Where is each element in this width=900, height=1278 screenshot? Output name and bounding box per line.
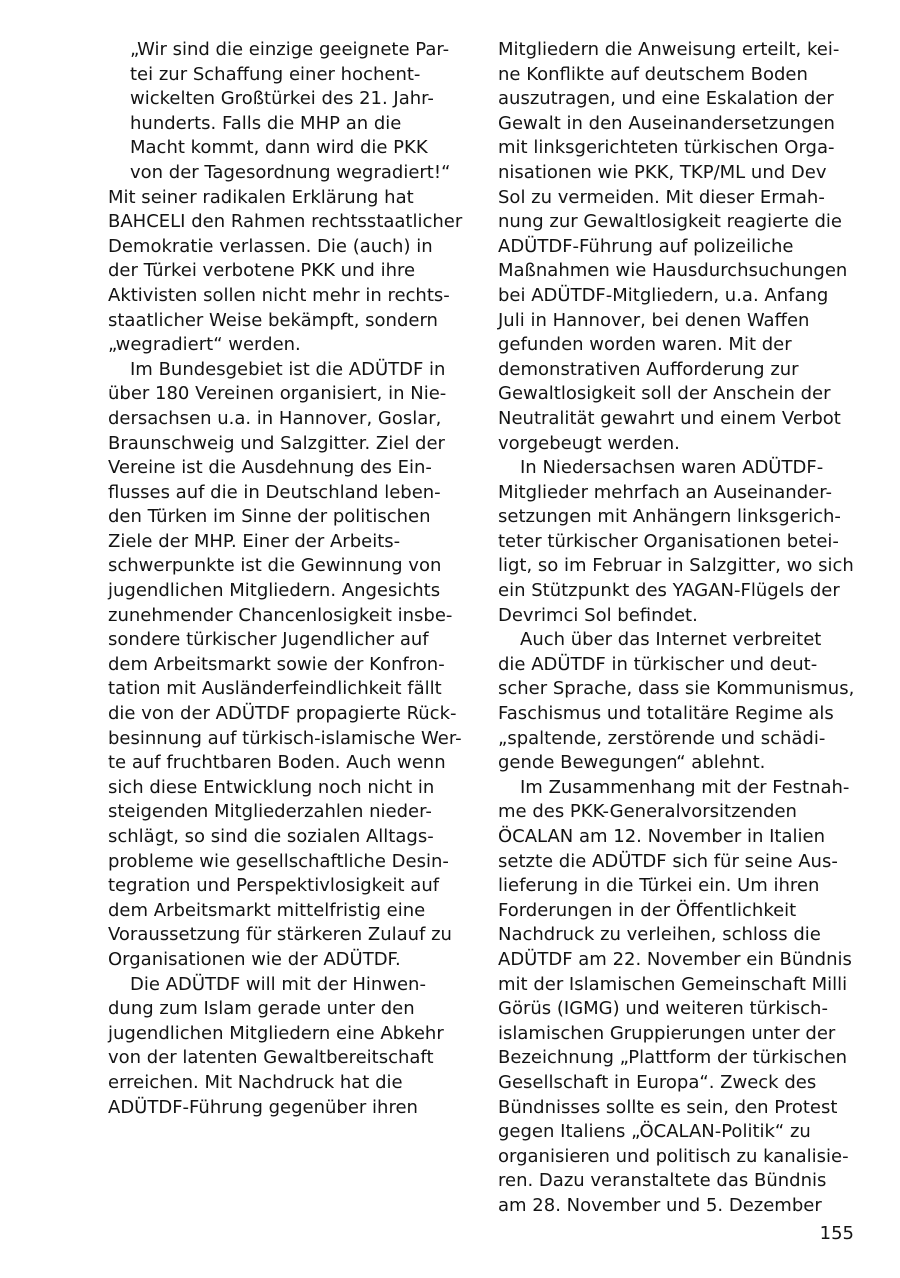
text-line: Gesellschaft in Europa“. Zweck des [498,1071,817,1093]
text-line: Vereine ist die Ausdehnung des Ein- [108,457,432,479]
text-line: Devrimci Sol befindet. [498,604,698,626]
text-line: ren. Dazu veranstaltete das Bündnis [498,1170,827,1192]
text-line: setzungen mit Anhängern linksgerich- [498,506,841,528]
text-line: über 180 Vereinen organisiert, in Nie- [108,383,447,405]
text-line: ADÜTDF-Führung gegenüber ihren [108,1096,418,1118]
text-line: In Niedersachsen waren ADÜTDF- [520,457,824,479]
text-line: lieferung in die Türkei ein. Um ihren [498,875,820,897]
text-line: Die ADÜTDF will mit der Hinwen- [130,973,426,995]
text-line: Faschismus und totalitäre Regime als [498,703,834,725]
text-line: dersachsen u.a. in Hannover, Goslar, [108,407,442,429]
text-line: Auch über das Internet verbreitet [520,629,822,651]
text-line: „spaltende, zerstörende und schädi- [498,727,826,749]
block-quote [108,38,460,186]
text-line: Gewalt in den Auseinandersetzungen [498,112,835,134]
text-line: auszutragen, und eine Eskalation der [498,88,834,110]
text-line: Gewaltlosigkeit soll der Anschein der [498,383,831,405]
text-line: gegen Italiens „ÖCALAN-Politik“ zu [498,1121,811,1143]
text-line: Forderungen in der Öffentlichkeit [498,899,797,921]
text-line: ADÜTDF am 22. November ein Bündnis [498,948,852,970]
text-line: vorgebeugt werden. [498,432,680,454]
text-line: ein Stützpunkt des YAGAN-Flügels der [498,580,840,602]
text-line: Görüs (IGMG) und weiteren türkisch- [498,998,828,1020]
text-line: tegration und Perspektivlosigkeit auf [108,875,440,897]
text-line: Juli in Hannover, bei denen Waffen [498,309,810,331]
text-line: jugendlichen Mitgliedern. Angesichts [108,580,441,602]
text-line: Sol zu vermeiden. Mit dieser Ermah- [498,186,825,208]
text-line: schlägt, so sind die sozialen Alltags- [108,826,434,847]
text-line: am 28. November und 5. Dezember [498,1194,822,1216]
text-line: dem Arbeitsmarkt sowie der Konfron- [108,653,445,675]
text-line: mit der Islamischen Gemeinschaft Milli [498,973,848,995]
text-line: demonstrativen Aufforderung zur [498,358,799,380]
paragraph [108,973,460,1121]
paragraph [498,38,850,456]
text-line: bei ADÜTDF-Mitgliedern, u.a. Anfang [498,284,829,306]
text-line: jugendlichen Mitgliedern eine Abkehr [108,1022,444,1044]
text-line: Maßnahmen wie Hausdurchsuchungen [498,260,848,282]
text-line: Mit seiner radikalen Erklärung hat [108,186,414,208]
text-line: organisieren und politisch zu kanalisie- [498,1145,849,1167]
text-line: Bündnisses sollte es sein, den Protest [498,1096,838,1118]
text-line: probleme wie gesellschaftliche Desin- [108,850,449,872]
text-line: islamischen Gruppierungen unter der [498,1022,836,1044]
text-line: mit linksgerichteten türkischen Orga- [498,137,835,159]
text-line: erreichen. Mit Nachdruck hat die [108,1071,403,1093]
text-line: Neutralität gewahrt und einem Verbot [498,407,841,429]
text-line: teter türkischer Organisationen betei- [498,530,839,552]
text-line: „wegradiert“ werden. [108,334,301,356]
text-line: Macht kommt, dann wird die PKK [130,137,428,159]
text-line: dem Arbeitsmarkt mittelfristig eine [108,899,426,921]
paragraph [108,358,460,973]
text-line: gende Bewegungen“ ablehnt. [498,752,766,774]
text-line: nung zur Gewaltlosigkeit reagierte die [498,211,843,233]
text-line: gefunden worden waren. Mit der [498,334,792,356]
text-line: Braunschweig und Salzgitter. Ziel der [108,432,445,454]
text-line: ADÜTDF-Führung auf polizeiliche [498,235,794,257]
text-line: Mitgliedern die Anweisung erteilt, kei- [498,39,840,60]
paragraph [498,776,850,1219]
text-line: BAHCELI den Rahmen rechtsstaatlicher [108,211,463,233]
text-line: tation mit Ausländerfeindlichkeit fällt [108,678,442,700]
text-line: Im Zusammenhang mit der Festnah- [520,776,850,798]
text-line: Nachdruck zu verleihen, schloss die [498,924,821,946]
text-line: Organisationen wie der ADÜTDF. [108,948,401,970]
text-line: der Türkei verbotene PKK und ihre [108,260,416,282]
text-line: von der latenten Gewaltbereitschaft [108,1047,434,1069]
text-line: sich diese Entwicklung noch nicht in [108,776,435,798]
paragraph [498,628,855,776]
text-line: Bezeichnung „Plattform der türkischen [498,1047,848,1069]
right-column [498,38,855,1219]
text-line: hunderts. Falls die MHP an die [130,112,402,134]
text-line: dung zum Islam gerade unter den [108,998,415,1020]
text-line: die ADÜTDF in türkischer und deut- [498,653,818,675]
text-line: wickelten Großtürkei des 21. Jahr- [130,88,434,110]
text-line: besinnung auf türkisch-islamische Wer- [108,727,462,749]
text-line: sondere türkischer Jugendlicher auf [108,629,429,651]
text-line: setzte die ADÜTDF sich für seine Aus- [498,850,838,872]
text-line: ligt, so im Februar in Salzgitter, wo sich [498,555,854,577]
text-line: steigenden Mitgliederzahlen nieder- [108,801,432,823]
paragraph [108,186,463,358]
text-line: ne Konflikte auf deutschem Boden [498,63,808,85]
text-line: Mitglieder mehrfach an Auseinander- [498,481,832,503]
text-line: schwerpunkte ist die Gewinnung von [108,555,442,577]
text-line: nisationen wie PKK, TKP/ML und Dev [498,161,827,183]
text-line: zunehmender Chancenlosigkeit insbe- [108,604,453,626]
text-line: scher Sprache, dass sie Kommunismus, [498,678,855,700]
text-line: te auf fruchtbaren Boden. Auch wenn [108,752,446,774]
left-column [108,38,463,1120]
text-line: von der Tagesordnung wegradiert!“ [130,161,451,183]
text-line: tei zur Schaffung einer hochent- [130,63,421,85]
text-line: ÖCALAN am 12. November in Italien [498,826,825,847]
text-line: den Türken im Sinne der politischen [108,506,431,528]
page-number: 155 [819,1223,854,1244]
text-line: staatlicher Weise bekämpft, sondern [108,309,438,331]
text-line: Voraussetzung für stärkeren Zulauf zu [108,924,452,946]
text-line: „Wir sind die einzige geeignete Par- [130,39,450,60]
text-line: flusses auf die in Deutschland leben- [108,481,441,503]
text-line: die von der ADÜTDF propagierte Rück- [108,703,457,725]
text-line: Ziele der MHP. Einer der Arbeits- [108,530,401,552]
text-line: Im Bundesgebiet ist die ADÜTDF in [130,358,446,380]
text-line: Aktivisten sollen nicht mehr in rechts- [108,284,450,306]
text-line: Demokratie verlassen. Die (auch) in [108,235,433,257]
paragraph [498,456,854,628]
text-line: me des PKK-Generalvorsitzenden [498,801,797,823]
